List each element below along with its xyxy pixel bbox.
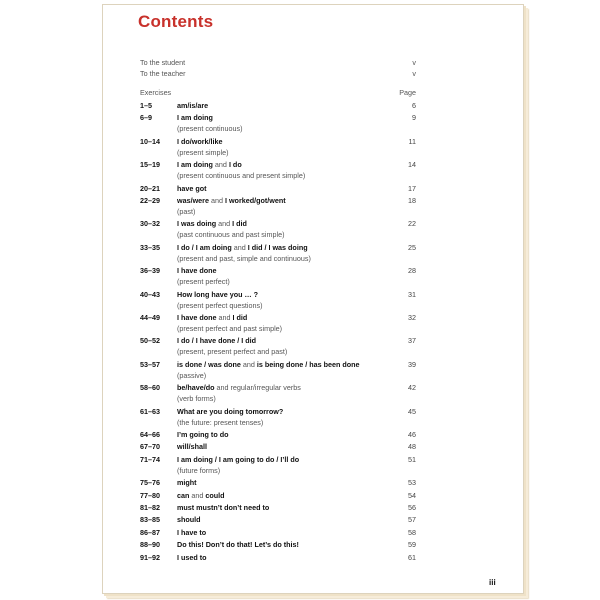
entry-topic — [177, 113, 213, 122]
topic-bold-text: is being done / has been done — [256, 359, 360, 369]
topic-bold-text: have got — [177, 183, 207, 193]
entry-subtitle: (present continuous) — [177, 124, 243, 134]
entry-topic — [177, 442, 207, 451]
entry-subtitle: (present continuous and present simple) — [177, 171, 306, 181]
topic-bold-text: should — [177, 515, 201, 525]
exercise-range: 75–76 — [140, 478, 160, 488]
entry-topic — [177, 491, 225, 500]
entry-subtitle: (past continuous and past simple) — [177, 230, 285, 240]
exercise-range: 81–82 — [140, 503, 160, 512]
topic-bold-text: I did / I was doing — [247, 242, 308, 252]
exercise-range: 50–52 — [140, 336, 160, 346]
intro-page: v — [412, 58, 416, 67]
topic-bold-text: might — [177, 478, 197, 488]
entry-topic — [177, 515, 201, 524]
topic-bold-text: I do — [228, 160, 242, 170]
entry-topic — [177, 266, 217, 275]
entry-page-number: 25 — [408, 242, 416, 252]
exercise-range: 10–14 — [140, 136, 160, 146]
entry-topic — [177, 360, 360, 369]
entry-page-number: 56 — [408, 503, 416, 512]
topic-bold-text: I am doing — [177, 113, 213, 123]
topic-bold-text: I used to — [177, 552, 207, 562]
intro-text: To the student — [140, 58, 186, 67]
topic-bold-text: I have to — [177, 527, 207, 537]
entry-topic — [177, 160, 242, 169]
topic-bold-text: be/have/do — [177, 383, 215, 393]
entry-page-number: 42 — [408, 383, 416, 393]
topic-bold-text: What are you doing tomorrow? — [177, 406, 284, 416]
entry-page-number: 61 — [408, 552, 416, 562]
column-header — [140, 88, 416, 97]
topic-bold-text: was/were — [177, 196, 209, 205]
topic-connector-text: and — [208, 196, 225, 205]
entry-subtitle: (present perfect questions) — [177, 300, 263, 310]
entry-subtitle: (present perfect) — [177, 277, 230, 287]
entry-topic — [177, 383, 301, 392]
topic-bold-text: I did — [232, 219, 247, 229]
entry-page-number: 31 — [408, 289, 416, 299]
entry-topic — [177, 528, 206, 537]
entry-topic — [177, 219, 247, 228]
exercise-range: 67–70 — [140, 442, 160, 452]
entry-page-number: 17 — [408, 183, 416, 193]
topic-bold-text: am/is/are — [177, 101, 209, 110]
topic-bold-text: could — [205, 490, 225, 500]
topic-bold-text: I’m going to do — [177, 430, 229, 439]
entry-page-number: 48 — [408, 442, 416, 452]
entry-subtitle: (past) — [177, 207, 196, 216]
entry-subtitle: (present simple) — [177, 147, 229, 157]
topic-bold-text: can — [177, 490, 190, 500]
entry-page-number: 18 — [408, 196, 416, 205]
exercise-range: 15–19 — [140, 160, 160, 170]
topic-connector-text: and — [212, 160, 229, 170]
entry-topic — [177, 137, 223, 146]
entry-topic — [177, 540, 299, 549]
entry-topic — [177, 407, 283, 416]
exercise-range: 44–49 — [140, 313, 160, 322]
entry-page-number: 54 — [408, 490, 416, 500]
exercise-range: 83–85 — [140, 515, 160, 525]
entry-page-number: 59 — [408, 540, 416, 550]
intro-text: To the teacher — [140, 69, 186, 78]
entry-page-number: 14 — [408, 160, 416, 170]
entry-topic — [177, 503, 269, 512]
intro-line-student — [140, 58, 416, 67]
topic-bold-text: will/shall — [177, 442, 207, 452]
topic-connector-text: and — [216, 313, 233, 322]
entry-page-number: 39 — [408, 359, 416, 369]
exercise-range: 53–57 — [140, 359, 160, 369]
entry-subtitle: (the future: present tenses) — [177, 417, 264, 427]
entry-page-number: 57 — [408, 515, 416, 525]
entry-topic — [177, 313, 247, 322]
exercise-range: 58–60 — [140, 383, 160, 393]
topic-bold-text: must mustn’t don’t need to — [177, 503, 270, 512]
topic-bold-text: is done / was done — [177, 359, 241, 369]
entry-topic — [177, 478, 197, 487]
topic-connector-text: and regular/irregular verbs — [214, 383, 301, 393]
entry-page-number: 28 — [408, 266, 416, 276]
entry-topic — [177, 243, 308, 252]
topic-bold-text: I do / I am doing — [177, 242, 232, 252]
topic-bold-text: Do this! Don’t do that! Let’s do this! — [177, 540, 299, 550]
entry-topic — [177, 290, 258, 299]
entry-page-number: 58 — [408, 527, 416, 537]
entry-page-number: 22 — [408, 219, 416, 229]
topic-bold-text: I worked/got/went — [224, 196, 286, 205]
intro-line-teacher — [140, 69, 416, 78]
topic-bold-text: I do / I have done / I did — [177, 336, 257, 346]
entry-topic — [177, 455, 299, 464]
topic-connector-text: and — [189, 490, 206, 500]
topic-bold-text: I have done — [177, 313, 217, 322]
exercise-range: 6–9 — [140, 113, 152, 123]
exercise-range: 36–39 — [140, 266, 160, 276]
entry-page-number: 46 — [408, 430, 416, 439]
topic-connector-text: and — [231, 242, 248, 252]
entry-page-number: 11 — [408, 136, 416, 146]
entry-subtitle: (future forms) — [177, 465, 221, 475]
topic-bold-text: I have done — [177, 266, 217, 276]
entry-topic — [177, 184, 207, 193]
topic-bold-text: How long have you … ? — [177, 289, 259, 299]
entry-page-number: 9 — [412, 113, 416, 123]
topic-bold-text: I was doing — [177, 219, 217, 229]
topic-bold-text: I am doing / I am going to do / I’ll do — [177, 454, 300, 464]
entry-subtitle: (present perfect and past simple) — [177, 324, 283, 333]
entry-page-number: 53 — [408, 478, 416, 488]
exercise-range: 1–5 — [140, 101, 152, 110]
exercise-range: 61–63 — [140, 406, 160, 416]
exercise-range: 88–90 — [140, 540, 160, 550]
header-page: Page — [399, 88, 416, 97]
entry-page-number: 6 — [412, 101, 416, 110]
entry-subtitle: (verb forms) — [177, 394, 216, 404]
page-number: iii — [489, 578, 496, 587]
intro-page: v — [412, 69, 416, 78]
page-title: Contents — [138, 12, 214, 31]
topic-bold-text: I did — [232, 313, 248, 322]
entry-topic — [177, 101, 208, 110]
entry-topic — [177, 553, 207, 562]
topic-connector-text: and — [216, 219, 233, 229]
exercise-range: 33–35 — [140, 242, 160, 252]
exercise-range: 30–32 — [140, 219, 160, 229]
topic-connector-text: and — [240, 359, 257, 369]
entry-subtitle: (passive) — [177, 370, 207, 380]
exercise-range: 86–87 — [140, 527, 160, 537]
exercise-range: 20–21 — [140, 183, 160, 193]
entry-topic — [177, 336, 256, 345]
exercise-range: 77–80 — [140, 490, 160, 500]
exercise-range: 22–29 — [140, 196, 160, 205]
entry-page-number: 45 — [408, 406, 416, 416]
topic-bold-text: I am doing — [177, 160, 213, 170]
exercise-range: 64–66 — [140, 430, 160, 439]
header-exercises: Exercises — [140, 88, 172, 97]
entry-topic — [177, 430, 229, 439]
entry-page-number: 37 — [408, 336, 416, 346]
entry-subtitle: (present, present perfect and past) — [177, 347, 288, 357]
entry-topic — [177, 196, 286, 205]
exercise-range: 40–43 — [140, 289, 160, 299]
exercise-range: 71–74 — [140, 454, 160, 464]
entry-page-number: 51 — [408, 454, 416, 464]
topic-bold-text: I do/work/like — [177, 136, 223, 146]
entry-subtitle: (present and past, simple and continuous) — [177, 253, 311, 263]
entry-page-number: 32 — [408, 313, 416, 322]
exercise-range: 91–92 — [140, 552, 160, 562]
